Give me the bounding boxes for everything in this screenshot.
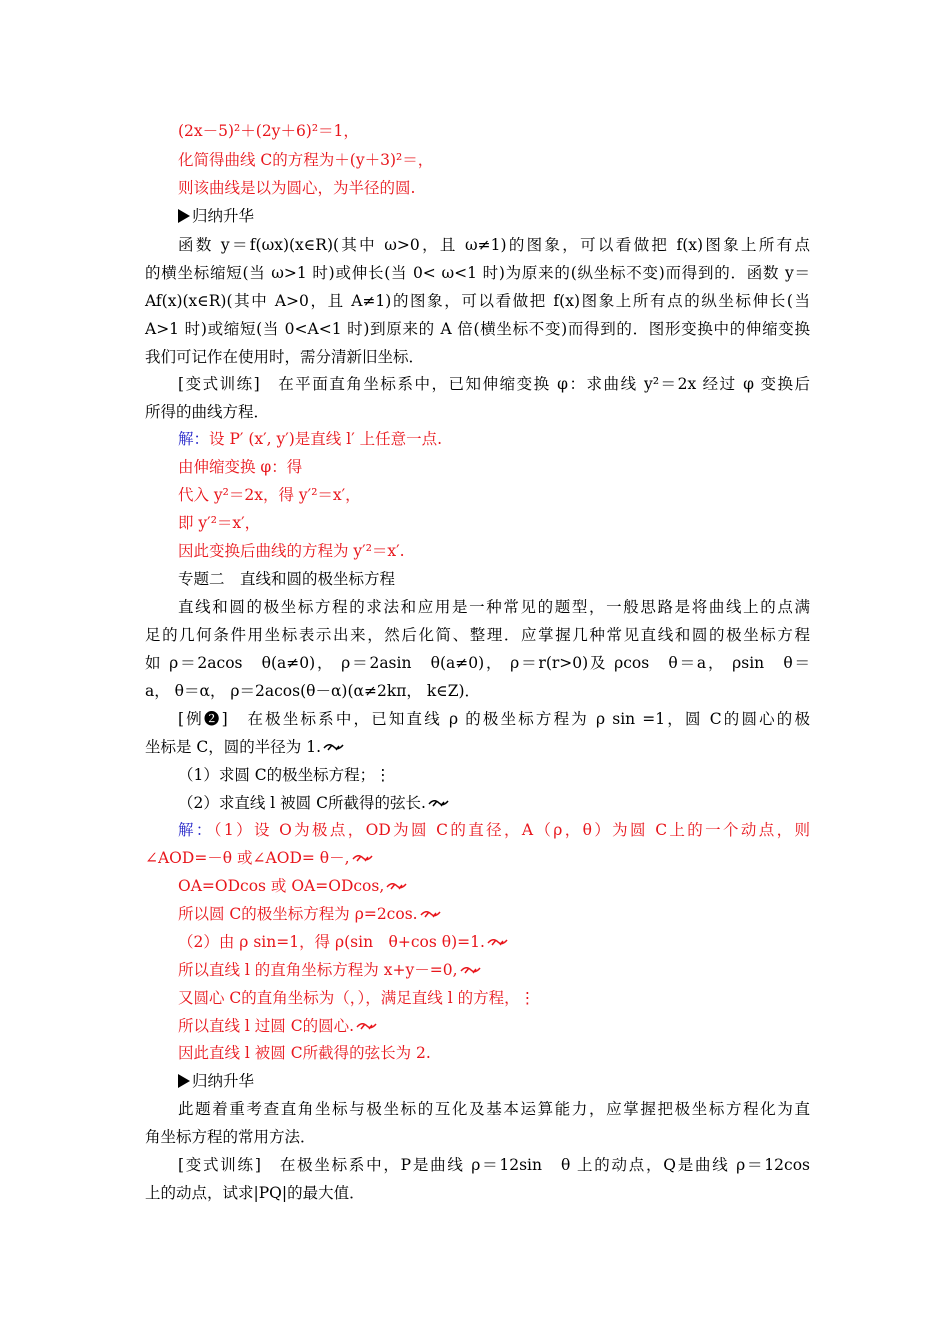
solution-line [178, 875, 843, 897]
solution-line [145, 847, 810, 869]
solution-line [178, 428, 843, 450]
solution-line [178, 959, 843, 981]
paragraph-line: A>1 时)或缩短(当 0<A<1 时)到原来的 A 倍(横坐标不变)而得到的．图形变换中的伸缩变换 [145, 320, 810, 338]
ink-mark-icon [386, 880, 408, 892]
solution-line: 即 y′²＝x′， [178, 514, 261, 532]
summary-heading-text: 归纳升华 [192, 207, 255, 225]
solution-line: 代入 y²＝2x，得 y′²＝x′， [178, 486, 361, 504]
solution-line: 化简得曲线 C的方程为＋(y＋3)²＝， [178, 151, 434, 169]
paragraph-line: 我们可记作在使用时，需分清新旧坐标． [145, 348, 425, 366]
solution-text: （2）由 ρ sin=1，得 ρ(sin θ+cos θ)=1. [178, 933, 485, 951]
ink-mark-icon [428, 797, 450, 809]
paragraph-line: 函数 y＝f(ωx)(x∈R)(其中 ω>0，且 ω≠1)的图象，可以看做把 f(x)图象上所有点 [178, 236, 810, 254]
solution-text: 所以圆 C的极坐标方程为 ρ=2cos. [178, 905, 418, 923]
solution-line [178, 931, 843, 953]
variant-exercise-line: 所得的曲线方程． [145, 403, 270, 421]
ink-mark-icon [352, 852, 374, 864]
ink-mark-icon [487, 936, 509, 948]
example-line [145, 736, 810, 758]
solution-text: 所以直线 l 过圆 C的圆心. [178, 1017, 355, 1035]
paragraph-line: 如 ρ＝2acos θ(a≠0)， ρ＝2asin θ(a≠0)， ρ＝r(r>0)及 ρcos θ＝a， ρsin θ＝ [145, 654, 810, 672]
paragraph-line: 的横坐标缩短(当 ω>1 时)或伸长(当 0< ω<1 时)为原来的(纵坐标不变)而得到的．函数 y＝ [145, 264, 810, 282]
solution-text: （1）设 O为极点，OD为圆 C的直径，A（ρ，θ）为圆 C上的一个动点，则 [213, 821, 810, 839]
variant-exercise-line: [变式训练] 在极坐标系中，P是曲线 ρ＝12sin θ 上的动点，Q是曲线 ρ＝12cos [178, 1156, 810, 1174]
question-text: （2）求直线 l 被圆 C所截得的弦长. [178, 794, 426, 812]
solution-line [178, 819, 810, 841]
summary-heading [178, 1070, 843, 1092]
topic-heading: 专题二 直线和圆的极坐标方程 [178, 570, 396, 588]
triangle-bullet-icon [178, 1074, 190, 1088]
question-line [178, 792, 843, 814]
summary-heading-text: 归纳升华 [192, 1072, 255, 1090]
paragraph-line: 此题着重考查直角坐标与极坐标的互化及基本运算能力，应掌握把极坐标方程化为直 [178, 1100, 810, 1118]
example-line: [例❷] 在极坐标系中，已知直线 ρ 的极坐标方程为 ρ sin =1，圆 C的圆心的极 [178, 710, 810, 728]
solution-line: 因此直线 l 被圆 C所截得的弦长为 2. [178, 1044, 431, 1062]
solution-line: 因此变换后曲线的方程为 y′²＝x′. [178, 542, 405, 560]
solution-text: OA=ODcos 或 OA=ODcos, [178, 877, 385, 895]
variant-exercise-line: 上的动点，试求|PQ|的最大值． [145, 1184, 365, 1202]
paragraph-line: 足的几何条件用坐标表示出来，然后化简、整理．应掌握几种常见直线和圆的极坐标方程 [145, 626, 810, 644]
paragraph-line: 角坐标方程的常用方法． [145, 1128, 316, 1146]
solution-label: 解： [178, 430, 210, 448]
solution-line: 又圆心 C的直角坐标为（，），满足直线 l 的方程，⋮ [178, 989, 536, 1007]
ink-mark-icon [420, 908, 442, 920]
solution-line [178, 903, 843, 925]
example-text: 坐标是 C，圆的半径为 1. [145, 738, 322, 756]
solution-line: 由伸缩变换 φ：得 [178, 458, 303, 476]
triangle-bullet-icon [178, 209, 190, 223]
summary-heading [178, 205, 843, 227]
solution-line: 则该曲线是以为圆心，为半径的圆. [178, 179, 416, 197]
paragraph-line: 直线和圆的极坐标方程的求法和应用是一种常见的题型，一般思路是将曲线上的点满 [178, 598, 810, 616]
question-line: （1）求圆 C的极坐标方程；⋮ [178, 766, 391, 784]
solution-text: 所以直线 l 的直角坐标方程为 x+y－=0, [178, 961, 458, 979]
solution-text: 设 P′ (x′, y′)是直线 l′ 上任意一点. [209, 430, 443, 448]
variant-exercise-line: [变式训练] 在平面直角坐标系中，已知伸缩变换 φ：求曲线 y²＝2x 经过 φ 变换后 [178, 375, 810, 393]
paragraph-line: Af(x)(x∈R)(其中 A>0，且 A≠1)的图象，可以看做把 f(x)图象上所有点的纵坐标伸长(当 [145, 292, 810, 310]
paragraph-line: a， θ＝α， ρ＝2acos(θ－α)(α≠2kπ， k∈Z)． [145, 682, 481, 700]
solution-text: ∠AOD=－θ 或∠AOD= θ－, [145, 849, 350, 867]
ink-mark-icon [460, 964, 482, 976]
solution-line: (2x－5)²＋(2y＋6)²＝1， [178, 122, 359, 140]
solution-line [178, 1015, 843, 1037]
solution-label: 解： [178, 821, 214, 839]
ink-mark-icon [356, 1020, 378, 1032]
ink-mark-icon [323, 741, 345, 753]
